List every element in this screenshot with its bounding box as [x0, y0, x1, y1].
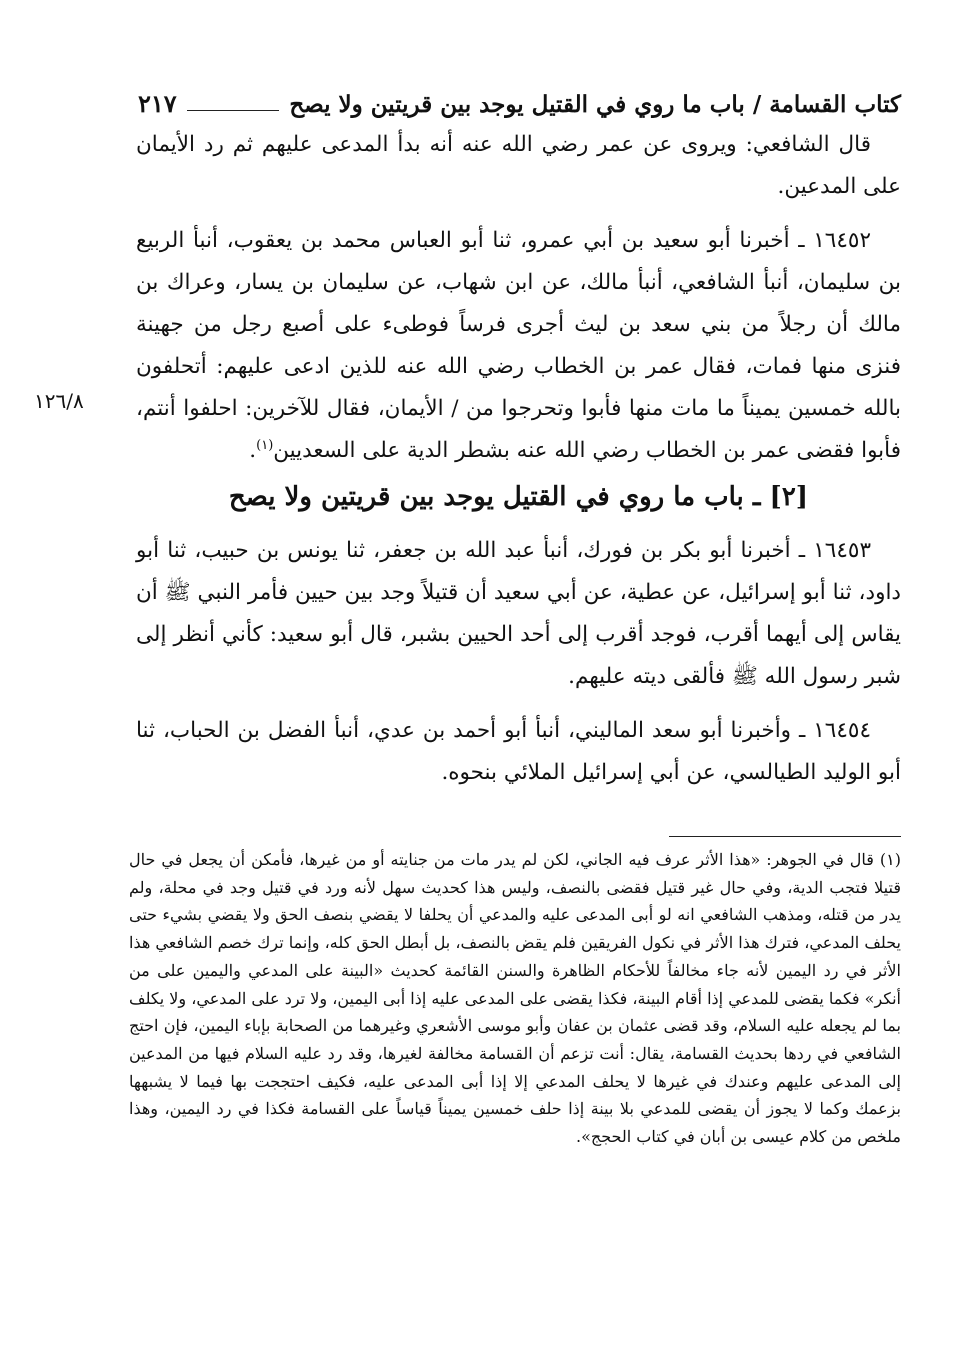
paragraph-shafii: قال الشافعي: ويروى عن عمر رضي الله عنه أنه بدأ المدعى عليهم ثم رد الأيمان على المدعين. — [136, 132, 901, 199]
paragraph-16452: ١٦٤٥٢ ـ أخبرنا أبو سعيد بن أبي عمرو، ثنا أبو العباس محمد بن يعقوب، أنبأ الربيع بن سليمان، أنبأ الشافعي، أنبأ مالك، عن ابن شهاب، عن سليمان بن يسار، وعراك بن مالك أن رجلاً من بني سعد بن ليث أجرى فرساً فوطىء على أصبع رجل من جهينة فنزى منها فمات، فقال عمر بن الخطاب رضي الله عنه للذين ادعى عليهم: أتحلفون بالله خمسين يميناً ما مات منها فأبوا وتحرجوا من / الأيمان، فقال للآخرين: احلفوا أنتم، فأبوا فقضى عمر بن الخطاب رضي الله عنه بشطر الدية على السعديين$^{(١)}$. — [136, 228, 901, 463]
header-rule — [187, 110, 280, 111]
paragraph-16454: ١٦٤٥٤ ـ وأخبرنا أبو سعد الماليني، أنبأ أبو أحمد بن عدي، أنبأ الفضل بن الحباب، ثنا أبو الوليد الطيالسي، عن أبي إسرائيل الملائي بنحوه. — [136, 718, 901, 785]
running-header — [138, 80, 901, 116]
header-title: كتاب القسامة / باب ما روي في القتيل يوجد بين قريتين ولا يصح — [289, 91, 901, 118]
margin-volume-reference: ١٢٦/٨ — [34, 389, 84, 413]
footnote-1: (١) قال في الجوهر: «هذا الأثر عرف فيه الجاني، لكن لم يدر مات من جنايته أو من غيرها، فأمكن أن يجعل في حال قتيلا فتجب الدية، وفي حال غير قتيل فقضى بالنصف، وليس هذا كحديث سهل لأنه ورد في قتيل وجد في محلة، ولم يدر من قتله، ومذهب الشافعي انه لو أبى المدعى عليه والمدعي أن يحلفا لا يقضي بنصف الحق ولا يقضي بشيء حتى يحلف المدعي، فترك هذا الأثر في نكول الفريقين فلم يقض بالنصف، بل أبطل الحق كله، وإنما ترك خصم الشافعي هذا الأثر في رد اليمين لأنه جاء مخالفاً للأحكام الظاهرة والسنن القائمة كحديث «البينة على المدعي واليمين على من أنكر» فكما يقضى للمدعي إذا أقام البينة، فكذا يقضى على المدعى عليه إذا أبى اليمين، ولا ترد على المدعي، ولا يكلف بما لم يجعله عليه السلام، وقد قضى عثمان بن عفان وأبو موسى الأشعري وغيرهما من الصحابة بإباء اليمين، فإن احتج الشافعي في ردها بحديث القسامة، يقال: أنت تزعم أن القسامة مخالفة لغيرها، وقد رد عليه السلام فيها من المدعين إلى المدعى عليهم وعندك في غيرها لا يحلف المدعي إلا إذا أبى المدعى عليه، فكيف احتججت بها فيما لا يشبهها بزعمك وكما لا يجوز أن يقضى للمدعي بلا بينة إذا حلف خمسين يميناً قياساً على القسامة فكذا في رد اليمين، وهذا ملخص من كلام عيسى بن أبان في كتاب الحجج». — [129, 850, 902, 1147]
footnotes — [129, 846, 901, 1151]
footnote-reference: (١) — [256, 437, 274, 453]
section-heading: [٢] ـ باب ما روي في القتيل يوجد بين قريتين ولا يصح — [228, 482, 809, 512]
paragraph-16453: ١٦٤٥٣ ـ أخبرنا أبو بكر بن فورك، أنبأ عبد الله بن جعفر، ثنا يونس بن حبيب، ثنا أبو داود، ثنا أبو إسرائيل، عن عطية، عن أبي سعيد أن قتيلاً وجد بين حيين فأمر النبي ﷺ أن يقاس إلى أيهما أقرب، فوجد أقرب إلى أحد الحيين بشبر، قال أبو سعيد: كأني أنظر إلى شبر رسول الله ﷺ فألقى ديته عليهم. — [136, 538, 901, 689]
main-text-section-2 — [136, 530, 901, 806]
paragraph-16452-text: ١٦٤٥٢ ـ أخبرنا أبو سعيد بن أبي عمرو، ثنا أبو العباس محمد بن يعقوب، أنبأ الربيع بن سليمان، أنبأ الشافعي، أنبأ مالك، عن ابن شهاب، عن سليمان بن يسار، وعراك بن مالك أن رجلاً من بني سعد بن ليث أجرى فرساً فوطىء على أصبع رجل من جهينة فنزى منها فمات، فقال عمر بن الخطاب رضي الله عنه للذين ادعى عليهم: أتحلفون بالله خمسين يميناً ما مات منها فأبوا وتحرجوا من / الأيمان، فقال للآخرين: احلفوا أنتم، فأبوا فقضى عمر بن الخطاب رضي الله عنه بشطر الدية على السعديين — [136, 228, 901, 463]
footnote-separator — [669, 836, 901, 837]
page-number: ٢١٧ — [138, 89, 177, 118]
main-text — [136, 124, 901, 482]
